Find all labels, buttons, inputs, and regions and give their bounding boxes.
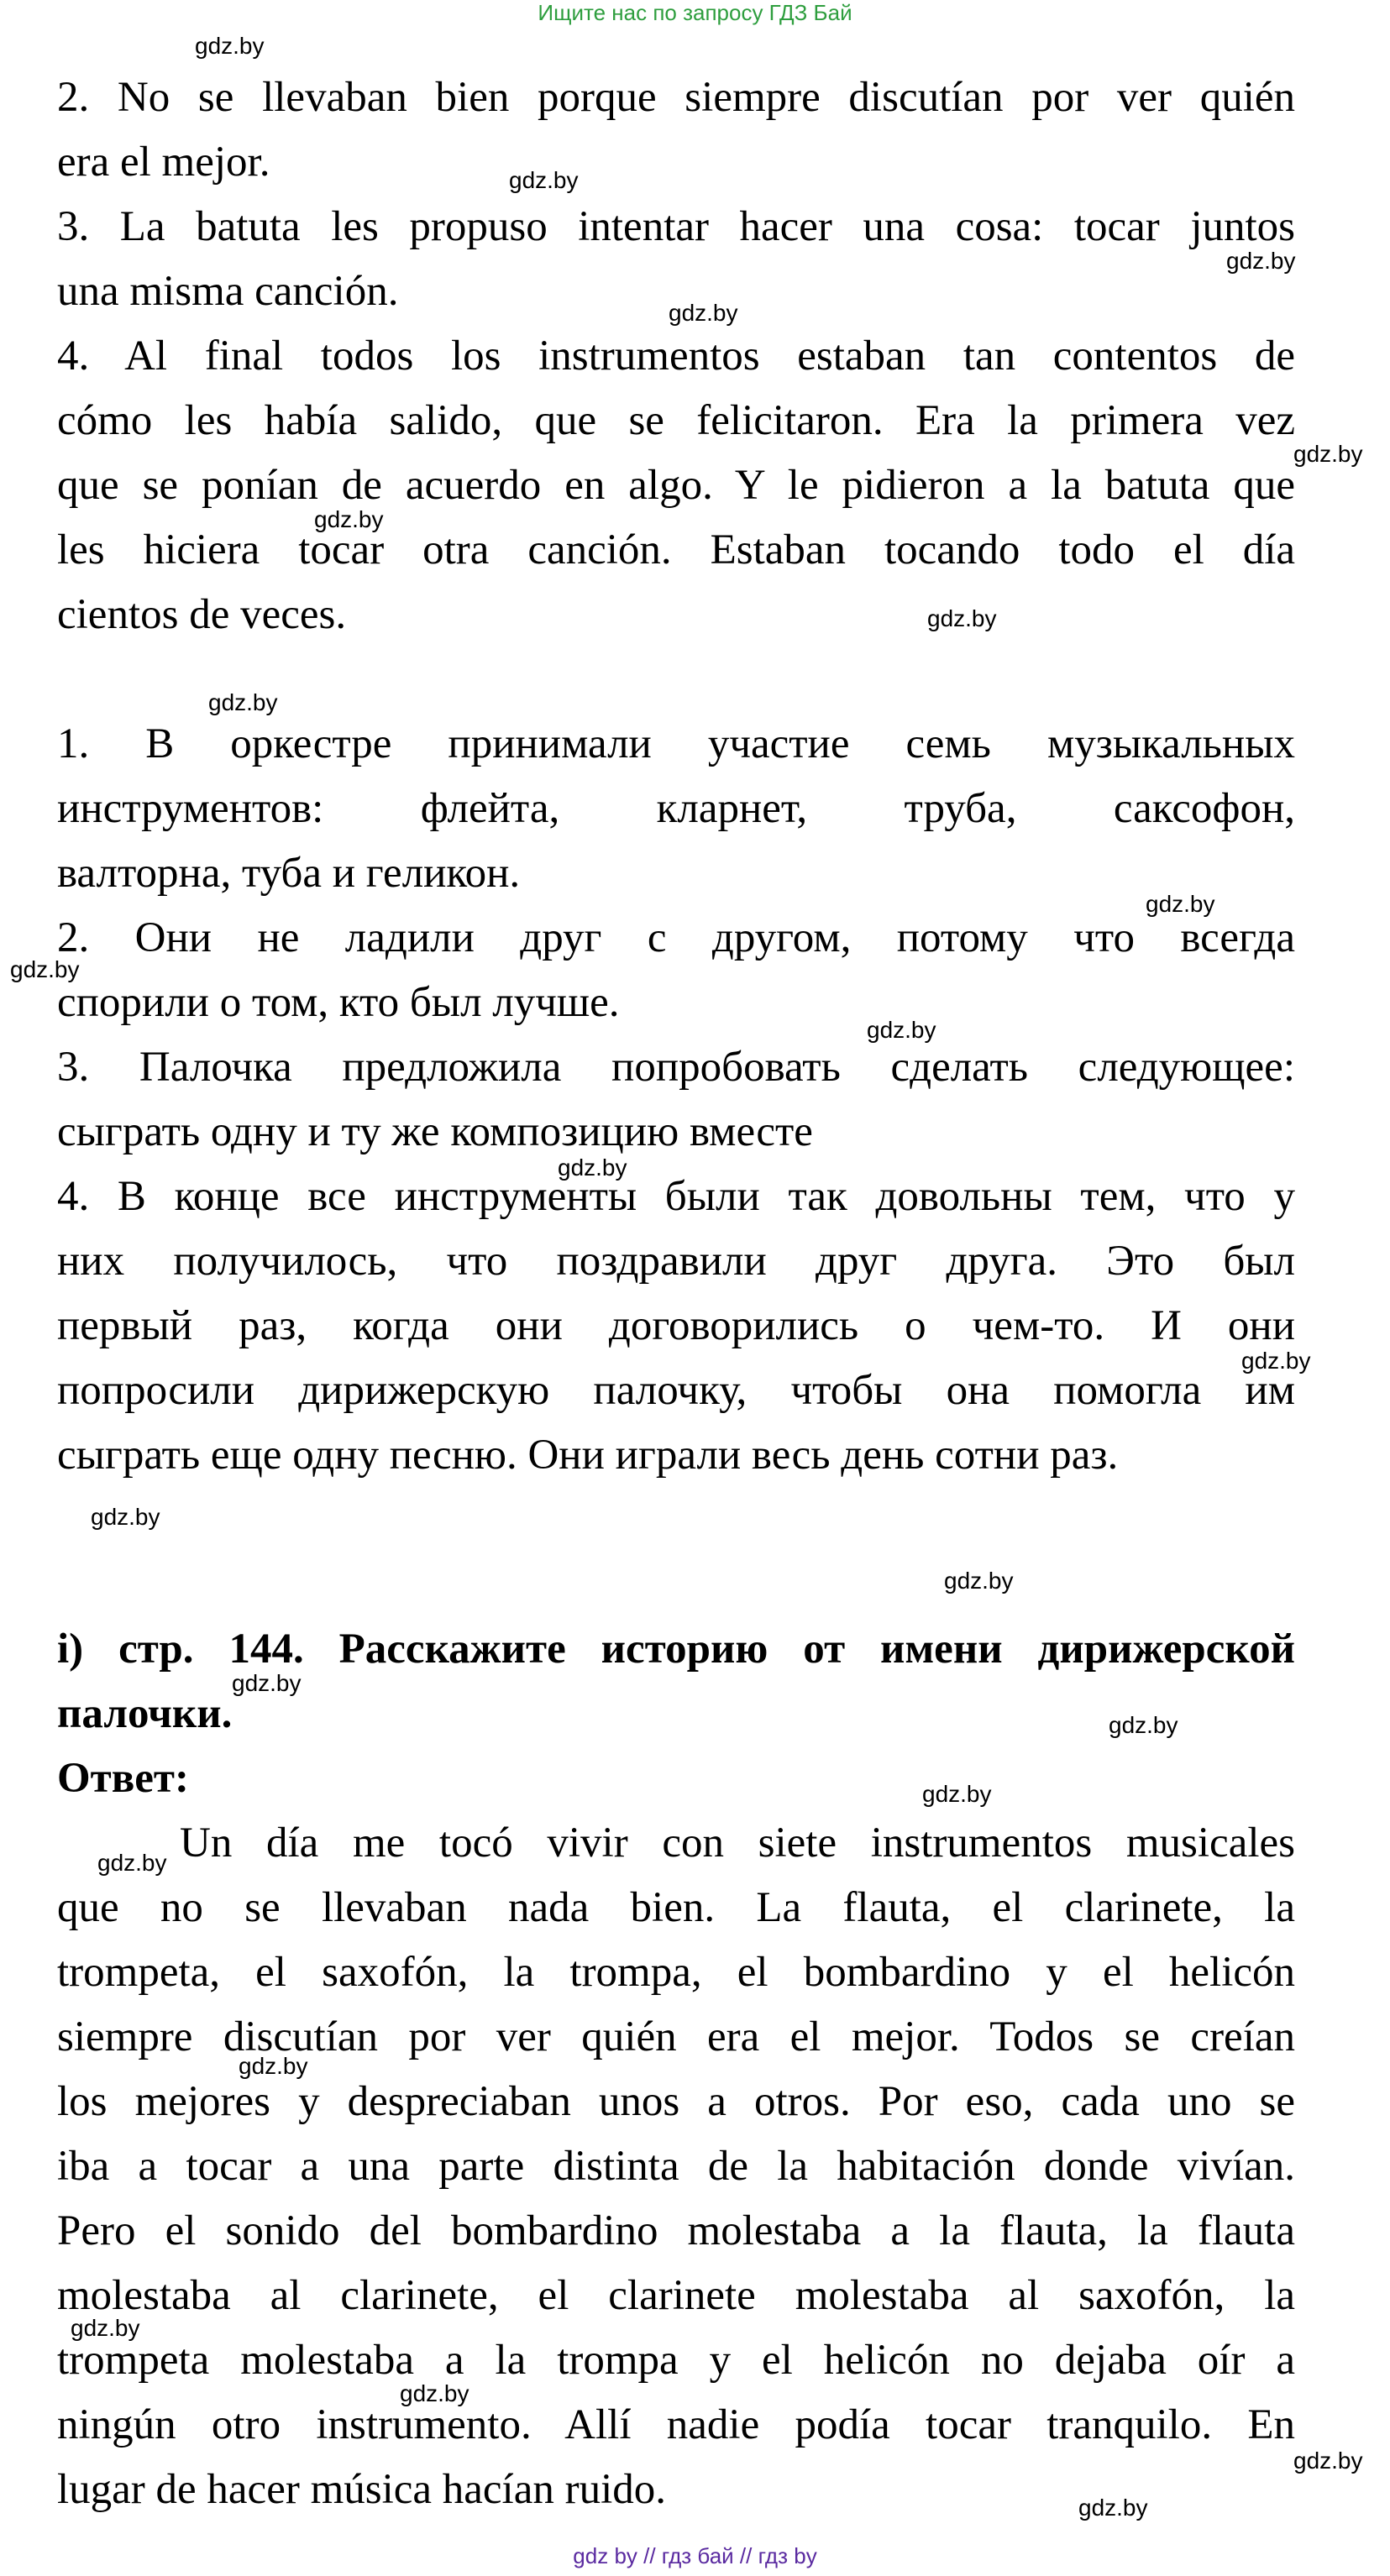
story-line2: que no se llevaban nada bien. La flauta, el clarinete, la (57, 1884, 1295, 1931)
watermark: gdz.by (91, 1504, 160, 1530)
watermark: gdz.by (669, 300, 738, 326)
watermark: gdz.by (1146, 891, 1215, 917)
watermark: gdz.by (1293, 441, 1363, 467)
story-line9: trompeta molestaba a la trompa y el helicón no dejaba oír a (57, 2337, 1295, 2384)
es-item4-line1: 4. Al final todos los instrumentos estaban tan contentos de (57, 332, 1295, 380)
es-item3-line2: una misma canción. (57, 268, 399, 315)
watermark: gdz.by (867, 1017, 936, 1043)
watermark: gdz.by (400, 2380, 469, 2406)
es-item4-line4: les hiciera tocar otra canción. Estaban tocando todo el día (57, 526, 1295, 573)
story-line10: ningún otro instrumento. Allí nadie podía tocar tranquilo. En (57, 2401, 1295, 2448)
watermark: gdz.by (10, 956, 80, 982)
watermark: gdz.by (97, 1850, 167, 1876)
story-line5: los mejores y despreciaban unos a otros. Por eso, cada uno se (57, 2078, 1295, 2125)
watermark: gdz.by (509, 167, 579, 193)
ru-item4-line3: первый раз, когда они договорились о чем-то. И они (57, 1302, 1295, 1349)
story-line3: trompeta, el saxofón, la trompa, el bombardino y el helicón (57, 1949, 1295, 1996)
es-item3-line1: 3. La batuta les propuso intentar hacer una cosa: tocar juntos (57, 203, 1295, 250)
watermark: gdz.by (922, 1781, 992, 1807)
answer-label: Ответ: (57, 1755, 189, 1802)
watermark: gdz.by (1078, 2495, 1148, 2521)
story-line4: siempre discutían por ver quién era el mejor. Todos se creían (57, 2013, 1295, 2060)
es-item4-line2: cómo les había salido, que se felicitaron. Era la primera vez (57, 397, 1295, 444)
ru-item1-line2: инструментов: флейта, кларнет, труба, саксофон, (57, 785, 1295, 832)
watermark: gdz.by (944, 1568, 1014, 1594)
russian-answers (57, 712, 1295, 1488)
es-item4-line5: cientos de veces. (57, 591, 347, 638)
bottom-banner[interactable]: gdz by // гдз бай // гдз by (573, 2543, 817, 2568)
ru-item4-line5: сыграть еще одну песню. Они играли весь день сотни раз. (57, 1432, 1119, 1479)
ru-item1-line1: 1. В оркестре принимали участие семь музыкальных (57, 720, 1295, 767)
story-line11: lugar de hacer música hacían ruido. (57, 2466, 667, 2513)
watermark: gdz.by (558, 1154, 627, 1181)
watermark: gdz.by (1109, 1712, 1178, 1738)
watermark: gdz.by (239, 2053, 308, 2079)
story-line7: Pero el sonido del bombardino molestaba a la flauta, la flauta (57, 2207, 1295, 2254)
watermark: gdz.by (195, 33, 265, 59)
watermark: gdz.by (208, 689, 278, 715)
watermark: gdz.by (232, 1670, 302, 1696)
ru-item4-line2: них получилось, что поздравили друг друга. Это был (57, 1238, 1295, 1285)
watermark: gdz.by (1293, 2448, 1363, 2474)
ru-item2-line2: спорили о том, кто был лучше. (57, 979, 620, 1026)
es-item2-line1: 2. No se llevaban bien porque siempre discutían por ver quién (57, 74, 1295, 121)
ru-item2-line1: 2. Они не ладили друг с другом, потому что всегда (57, 914, 1295, 961)
task-heading-line2: палочки. (57, 1690, 233, 1737)
section-gap (57, 1488, 1295, 1617)
watermark: gdz.by (1241, 1348, 1311, 1374)
es-item2-line2: era el mejor. (57, 139, 270, 186)
ru-item3-line1: 3. Палочка предложила попробовать сделать следующее: (57, 1044, 1295, 1091)
spanish-answers (57, 65, 1295, 647)
watermark: gdz.by (71, 2315, 140, 2341)
document-content (57, 65, 1295, 2522)
story-line8: molestaba al clarinete, el clarinete molestaba al saxofón, la (57, 2272, 1295, 2319)
ru-item1-line3: валторна, туба и геликон. (57, 850, 521, 897)
es-item4-line3: que se ponían de acuerdo en algo. Y le pidieron a la batuta que (57, 462, 1295, 509)
watermark: gdz.by (314, 506, 384, 532)
top-banner[interactable]: Ищите нас по запросу ГДЗ Бай (538, 0, 852, 25)
ru-item4-line4: попросили дирижерскую палочку, чтобы она помогла им (57, 1367, 1295, 1414)
story-line6: iba a tocar a una parte distinta de la habitación donde vivían. (57, 2143, 1295, 2190)
story-line1: Un día me tocó vivir con siete instrumentos musicales (180, 1819, 1295, 1867)
ru-item4-line1: 4. В конце все инструменты были так довольны тем, что у (57, 1173, 1295, 1220)
ru-item3-line2: сыграть одну и ту же композицию вместе (57, 1108, 813, 1155)
watermark: gdz.by (1226, 248, 1296, 274)
watermark: gdz.by (927, 605, 997, 631)
task-heading-line1: i) стр. 144. Расскажите историю от имени дирижерской (57, 1626, 1295, 1673)
